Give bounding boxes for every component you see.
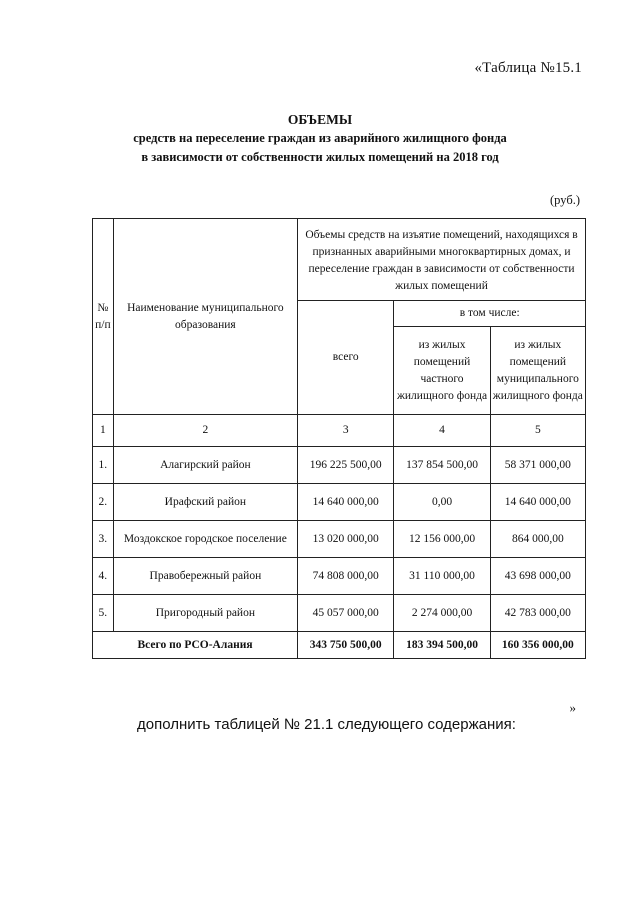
row-municipal: 58 371 000,00 [490,447,585,484]
total-sum: 343 750 500,00 [298,632,394,659]
row-name: Ирафский район [113,484,297,521]
header-including: в том числе: [394,301,586,327]
header-private: из жилых помещений частного жилищного фонда [394,327,490,415]
row-total: 196 225 500,00 [298,447,394,484]
column-number-row [93,415,586,447]
row-number: 1. [93,447,114,484]
funding-volumes-table [92,218,586,659]
table-label: «Таблица №15.1 [474,60,582,76]
col-number: 1 [93,415,114,447]
row-municipal: 42 783 000,00 [490,595,585,632]
row-number: 2. [93,484,114,521]
closing-quote: » [569,700,576,715]
row-total: 74 808 000,00 [298,558,394,595]
row-total: 14 640 000,00 [298,484,394,521]
row-number: 5. [93,595,114,632]
row-private: 31 110 000,00 [394,558,490,595]
header-num: № п/п [93,219,114,415]
row-number: 4. [93,558,114,595]
document-heading [0,110,640,167]
row-private: 2 274 000,00 [394,595,490,632]
row-name: Правобережный район [113,558,297,595]
row-number: 3. [93,521,114,558]
row-municipal: 864 000,00 [490,521,585,558]
heading-line-2: в зависимости от собственности жилых помещений на 2018 год [141,150,499,164]
total-row [93,632,586,659]
header-name: Наименование муниципального образования [113,219,297,415]
row-private: 137 854 500,00 [394,447,490,484]
row-total: 45 057 000,00 [298,595,394,632]
table-row [93,558,586,595]
header-municipal: из жилых помещений муниципального жилищного фонда [490,327,585,415]
row-municipal: 43 698 000,00 [490,558,585,595]
col-number: 4 [394,415,490,447]
table-row [93,595,586,632]
col-number: 3 [298,415,394,447]
table-row [93,484,586,521]
header-total: всего [298,301,394,415]
row-total: 13 020 000,00 [298,521,394,558]
table-row [93,521,586,558]
heading-line-1: средств на переселение граждан из аварийного жилищного фонда [133,131,507,145]
header-volumes: Объемы средств на изъятие помещений, находящихся в признанных аварийными многоквартирных домах, и переселение граждан в зависимости от собственности жилых помещений [298,219,586,301]
row-name: Алагирский район [113,447,297,484]
heading-title: ОБЪЕМЫ [287,112,353,127]
total-municipal: 160 356 000,00 [490,632,585,659]
currency-unit: (руб.) [550,193,580,207]
total-private: 183 394 500,00 [394,632,490,659]
col-number: 5 [490,415,585,447]
amendment-instruction: дополнить таблицей № 21.1 следующего содержания: [137,716,516,733]
row-municipal: 14 640 000,00 [490,484,585,521]
row-name: Моздокское городское поселение [113,521,297,558]
row-name: Пригородный район [113,595,297,632]
row-private: 0,00 [394,484,490,521]
row-private: 12 156 000,00 [394,521,490,558]
table-row [93,447,586,484]
col-number: 2 [113,415,297,447]
total-label: Всего по РСО-Алания [93,632,298,659]
header-row-1 [93,219,586,301]
